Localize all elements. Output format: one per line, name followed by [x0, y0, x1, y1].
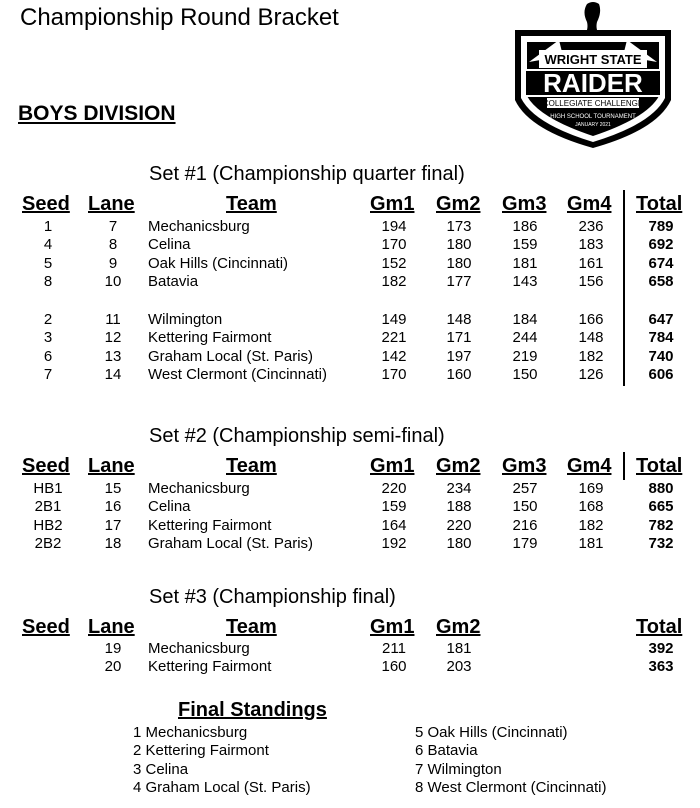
cell-team: Mechanicsburg	[148, 218, 250, 235]
cell-gm4: 156	[578, 273, 604, 291]
cell-gm4: 126	[578, 366, 604, 384]
standing-3: 3 Celina	[133, 761, 189, 778]
cell-total: 363	[648, 658, 674, 676]
cell-total: 674	[648, 254, 674, 272]
set1-header-seed: Seed	[22, 193, 70, 215]
cell-gm4: 182	[578, 516, 604, 534]
cell-total: 665	[648, 498, 674, 516]
cell-gm3: 216	[512, 516, 538, 534]
cell-seed: 6	[43, 347, 53, 365]
cell-gm3: 257	[512, 480, 538, 497]
cell-team: Graham Local (St. Paris)	[148, 347, 314, 365]
cell-lane: 20	[104, 658, 122, 676]
cell-gm2: 234	[446, 480, 472, 497]
logo-text-1: WRIGHT STATE	[544, 52, 642, 67]
cell-team: Celina	[148, 236, 191, 254]
cell-total: 732	[648, 535, 674, 553]
cell-team: Mechanicsburg	[148, 640, 250, 657]
set2-divider	[623, 452, 625, 480]
set3-header-gm2: Gm2	[436, 616, 481, 638]
cell-gm4: 169	[578, 480, 604, 497]
cell-gm3: 181	[512, 254, 538, 272]
set2-header-total: Total	[636, 455, 683, 477]
cell-team: Celina	[148, 498, 191, 516]
set3-header-seed: Seed	[22, 616, 70, 638]
cell-total: 789	[648, 218, 674, 235]
cell-gm3: 150	[512, 366, 538, 384]
set1-header-gm2: Gm2	[436, 193, 481, 215]
cell-gm1: 220	[381, 480, 407, 497]
cell-seed: 2B2	[34, 535, 62, 553]
cell-team: Wilmington	[148, 311, 223, 328]
cell-seed: 8	[43, 273, 53, 291]
set2-header-gm4: Gm4	[567, 455, 612, 477]
standing-8: 8 West Clermont (Cincinnati)	[415, 779, 607, 796]
cell-total: 740	[648, 347, 674, 365]
set1-header-gm4: Gm4	[567, 193, 612, 215]
set3-title: Set #3 (Championship final)	[149, 586, 396, 608]
cell-gm1: 159	[381, 498, 407, 516]
cell-gm3: 244	[512, 329, 538, 347]
cell-lane: 9	[108, 254, 118, 272]
cell-team: West Clermont (Cincinnati)	[148, 366, 327, 384]
logo-text-3: COLLEGIATE CHALLENGE	[542, 99, 644, 108]
cell-team: Graham Local (St. Paris)	[148, 535, 314, 553]
cell-seed: HB1	[33, 480, 63, 497]
cell-gm3: 184	[512, 311, 538, 328]
cell-gm3: 159	[512, 236, 538, 254]
logo-text-4: HIGH SCHOOL TOURNAMENT	[550, 114, 636, 120]
raider-logo	[507, 0, 679, 150]
set2-header-gm1: Gm1	[370, 455, 415, 477]
cell-gm2: 197	[446, 347, 472, 365]
set2-header-team: Team	[226, 455, 277, 477]
cell-seed: 7	[43, 366, 53, 384]
cell-gm1: 182	[381, 273, 407, 291]
set1-header-lane: Lane	[88, 193, 135, 215]
cell-gm1: 194	[381, 218, 407, 235]
cell-lane: 19	[104, 640, 122, 657]
cell-team: Oak Hills (Cincinnati)	[148, 254, 289, 272]
cell-lane: 7	[108, 218, 118, 235]
division-heading: BOYS DIVISION	[18, 102, 176, 125]
cell-seed: 5	[43, 254, 53, 272]
cell-lane: 15	[104, 480, 122, 497]
cell-gm1: 211	[382, 640, 406, 657]
cell-gm1: 149	[381, 311, 407, 328]
cell-total: 606	[648, 366, 674, 384]
set3-header-lane: Lane	[88, 616, 135, 638]
cell-gm1: 170	[381, 366, 407, 384]
cell-seed: 2B1	[34, 498, 62, 516]
set2-title: Set #2 (Championship semi-final)	[149, 425, 445, 447]
cell-gm1: 170	[381, 236, 407, 254]
cell-gm1: 142	[381, 347, 407, 365]
cell-team: Kettering Fairmont	[148, 658, 272, 676]
cell-total: 392	[648, 640, 674, 657]
cell-total: 782	[648, 516, 674, 534]
cell-gm1: 160	[381, 658, 407, 676]
cell-lane: 14	[104, 366, 122, 384]
set2-header-gm3: Gm3	[502, 455, 547, 477]
cell-gm3: 150	[512, 498, 538, 516]
set1-header-gm3: Gm3	[502, 193, 547, 215]
cell-team: Kettering Fairmont	[148, 516, 272, 534]
cell-gm4: 166	[578, 311, 604, 328]
cell-gm1: 221	[381, 329, 407, 347]
cell-seed: 1	[43, 218, 53, 235]
set1-header-total: Total	[636, 193, 683, 215]
cell-gm1: 152	[381, 254, 407, 272]
cell-gm2: 180	[446, 535, 472, 553]
standing-6: 6 Batavia	[415, 742, 478, 759]
cell-gm2: 181	[446, 640, 472, 657]
cell-seed: 4	[43, 236, 53, 254]
logo-text-5: JANUARY 2021	[575, 122, 611, 128]
cell-gm3: 143	[512, 273, 538, 291]
cell-gm2: 180	[446, 236, 472, 254]
cell-total: 784	[648, 329, 674, 347]
cell-gm2: 177	[446, 273, 472, 291]
set3-header-total: Total	[636, 616, 683, 638]
cell-lane: 13	[104, 347, 122, 365]
cell-lane: 12	[104, 329, 122, 347]
set3-header-team: Team	[226, 616, 277, 638]
cell-gm4: 236	[578, 218, 604, 235]
cell-lane: 16	[104, 498, 122, 516]
cell-team: Mechanicsburg	[148, 480, 250, 497]
cell-lane: 18	[104, 535, 122, 553]
cell-seed: 2	[43, 311, 53, 328]
page-title: Championship Round Bracket	[20, 4, 339, 31]
set1-header-gm1: Gm1	[370, 193, 415, 215]
cell-total: 647	[648, 311, 674, 328]
cell-seed: HB2	[33, 516, 63, 534]
cell-gm4: 181	[578, 535, 604, 553]
set2-header-seed: Seed	[22, 455, 70, 477]
cell-team: Batavia	[148, 273, 199, 291]
cell-gm4: 183	[578, 236, 604, 254]
cell-gm2: 171	[446, 329, 472, 347]
cell-lane: 17	[104, 516, 122, 534]
cell-gm4: 182	[578, 347, 604, 365]
cell-gm1: 192	[381, 535, 407, 553]
standing-1: 1 Mechanicsburg	[133, 724, 248, 741]
cell-seed: 3	[43, 329, 53, 347]
cell-gm2: 160	[446, 366, 472, 384]
cell-gm2: 203	[446, 658, 472, 676]
cell-gm3: 179	[512, 535, 538, 553]
cell-gm3: 219	[512, 347, 538, 365]
cell-gm4: 161	[578, 254, 604, 272]
logo-text-2: RAIDER	[543, 68, 643, 98]
cell-gm1: 164	[381, 516, 407, 534]
cell-lane: 11	[105, 311, 121, 328]
set2-header-lane: Lane	[88, 455, 135, 477]
cell-lane: 10	[104, 273, 122, 291]
standing-4: 4 Graham Local (St. Paris)	[133, 779, 311, 796]
cell-gm2: 148	[446, 311, 472, 328]
cell-total: 880	[648, 480, 674, 497]
cell-gm2: 180	[446, 254, 472, 272]
cell-total: 658	[648, 273, 674, 291]
standing-7: 7 Wilmington	[415, 761, 502, 778]
cell-team: Kettering Fairmont	[148, 329, 272, 347]
cell-gm2: 188	[446, 498, 472, 516]
cell-gm3: 186	[512, 218, 538, 235]
cell-gm4: 168	[578, 498, 604, 516]
standing-2: 2 Kettering Fairmont	[133, 742, 269, 759]
cell-gm2: 173	[446, 218, 472, 235]
set1-title: Set #1 (Championship quarter final)	[149, 163, 465, 185]
final-standings-title: Final Standings	[178, 699, 327, 721]
set1-header-team: Team	[226, 193, 277, 215]
cell-gm2: 220	[446, 516, 472, 534]
set3-header-gm1: Gm1	[370, 616, 415, 638]
set2-header-gm2: Gm2	[436, 455, 481, 477]
cell-total: 692	[648, 236, 674, 254]
cell-gm4: 148	[578, 329, 604, 347]
cell-lane: 8	[108, 236, 118, 254]
standing-5: 5 Oak Hills (Cincinnati)	[415, 724, 568, 741]
